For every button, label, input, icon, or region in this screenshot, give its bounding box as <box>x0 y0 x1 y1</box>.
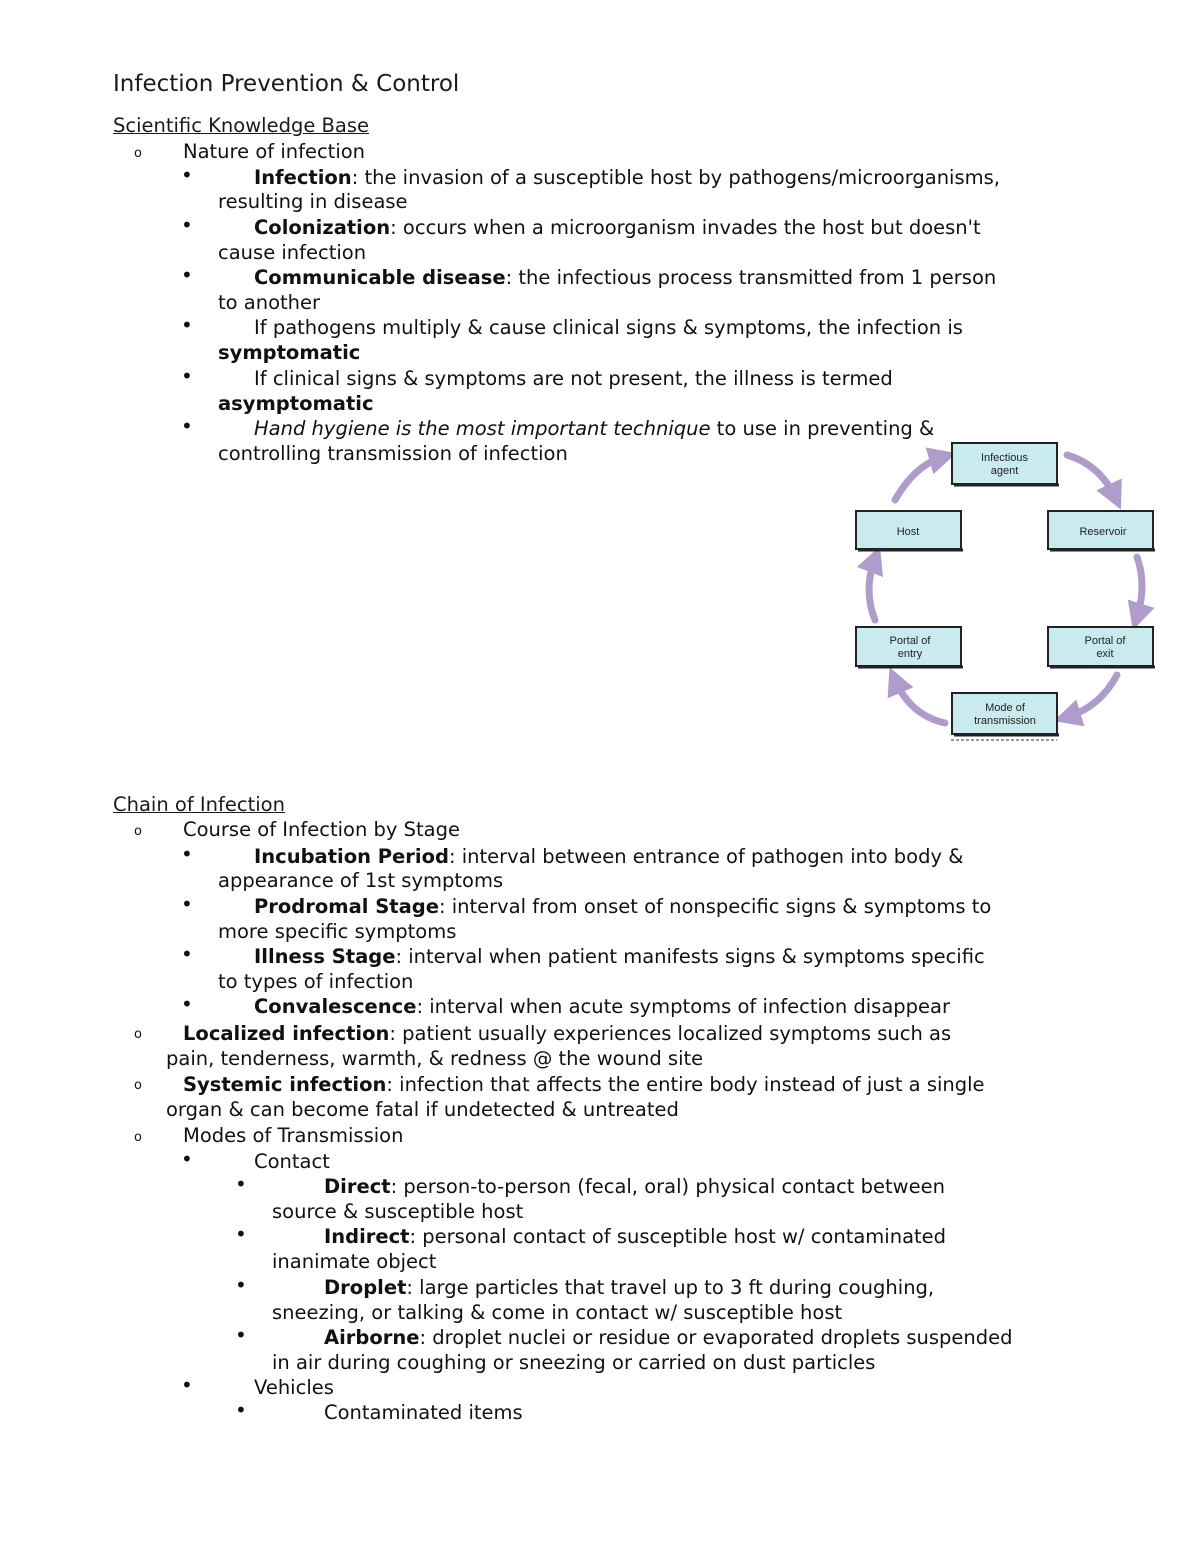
box-infectious-agent <box>952 443 1059 485</box>
svg-text:agent: agent <box>990 465 1019 477</box>
box-portal-of-entry <box>856 627 963 667</box>
list-item: Modes of Transmission <box>183 1124 404 1147</box>
bullet: • <box>181 213 193 237</box>
list-item: Localized infection: patient usually experiences localized symptoms such as <box>183 1022 952 1045</box>
svg-text:entry: entry <box>897 648 923 660</box>
list-item-cont: controlling transmission of infection <box>218 442 568 465</box>
arrow-exit-to-transmission <box>1067 675 1117 717</box>
list-item: Droplet: large particles that travel up to 3 ft during coughing, <box>324 1276 935 1299</box>
bullet: • <box>235 1172 247 1196</box>
section-heading-scientific: Scientific Knowledge Base <box>113 114 370 137</box>
circle-bullet: o <box>134 146 142 161</box>
svg-text:Infectious: Infectious <box>980 452 1029 464</box>
list-item: Systemic infection: infection that affects the entire body instead of just a single <box>183 1073 985 1096</box>
list-item-cont: symptomatic <box>218 341 361 364</box>
bullet: • <box>181 992 193 1016</box>
circle-bullet: o <box>134 1130 142 1145</box>
list-item-cont: asymptomatic <box>218 392 374 415</box>
list-item-cont: pain, tenderness, warmth, & redness @ the wound site <box>166 1047 704 1070</box>
list-item-cont: organ & can become fatal if undetected & untreated <box>166 1098 679 1121</box>
arrow-entry-to-host <box>869 559 875 620</box>
arrow-host-to-agent <box>895 457 943 500</box>
box-host <box>856 511 963 550</box>
list-item: Hand hygiene is the most important technique to use in preventing & <box>254 417 935 440</box>
list-item-cont: cause infection <box>218 241 367 264</box>
bullet: • <box>181 263 193 287</box>
box-portal-of-exit <box>1048 627 1155 667</box>
bullet: • <box>181 892 193 916</box>
list-item: Vehicles <box>254 1376 334 1399</box>
bullet: • <box>181 842 193 866</box>
list-item-cont: in air during coughing or sneezing or carried on dust particles <box>272 1351 876 1374</box>
page-title: Infection Prevention & Control <box>113 71 460 97</box>
bullet: • <box>181 364 193 388</box>
list-item: Convalescence: interval when acute symptoms of infection disappear <box>254 995 951 1018</box>
list-item: Contact <box>254 1150 330 1173</box>
svg-text:transmission: transmission <box>974 715 1036 727</box>
bullet: • <box>235 1273 247 1297</box>
bullet: • <box>235 1398 247 1422</box>
list-item-cont: resulting in disease <box>218 190 408 213</box>
list-item: Indirect: personal contact of susceptible host w/ contaminated <box>324 1225 947 1248</box>
list-item: Contaminated items <box>324 1401 523 1424</box>
list-item: Course of Infection by Stage <box>183 818 460 841</box>
list-item-cont: appearance of 1st symptoms <box>218 869 504 892</box>
list-item: If clinical signs & symptoms are not present, the illness is termed <box>254 367 893 390</box>
svg-text:Portal of: Portal of <box>1084 635 1126 647</box>
svg-text:Host: Host <box>896 526 920 538</box>
list-item-cont: sneezing, or talking & come in contact w/ susceptible host <box>272 1301 843 1324</box>
arrow-agent-to-reservoir <box>1067 455 1115 497</box>
svg-text:exit: exit <box>1096 648 1114 660</box>
circle-bullet: o <box>134 824 142 839</box>
section-heading-chain: Chain of Infection <box>113 793 285 816</box>
bullet: • <box>181 1147 193 1171</box>
chain-of-infection-diagram <box>845 435 1165 747</box>
bullet: • <box>235 1323 247 1347</box>
list-item: Communicable disease: the infectious process transmitted from 1 person <box>254 266 997 289</box>
list-item: Nature of infection <box>183 140 366 163</box>
list-item-cont: to types of infection <box>218 970 414 993</box>
list-item: Prodromal Stage: interval from onset of nonspecific signs & symptoms to <box>254 895 992 918</box>
bullet: • <box>181 942 193 966</box>
list-item-cont: inanimate object <box>272 1250 437 1273</box>
box-reservoir <box>1048 511 1155 550</box>
circle-bullet: o <box>134 1027 142 1042</box>
svg-text:Reservoir: Reservoir <box>1079 526 1127 538</box>
bullet: • <box>181 313 193 337</box>
list-item: Direct: person-to-person (fecal, oral) physical contact between <box>324 1175 945 1198</box>
list-item: If pathogens multiply & cause clinical signs & symptoms, the infection is <box>254 316 963 339</box>
svg-text:Portal of: Portal of <box>889 635 931 647</box>
list-item: Airborne: droplet nuclei or residue or evaporated droplets suspended <box>324 1326 1013 1349</box>
bullet: • <box>181 163 193 187</box>
list-item: Illness Stage: interval when patient manifests signs & symptoms specific <box>254 945 985 968</box>
circle-bullet: o <box>134 1078 142 1093</box>
list-item-cont: source & susceptible host <box>272 1200 524 1223</box>
bullet: • <box>181 414 193 438</box>
bullet: • <box>235 1222 247 1246</box>
list-item: Colonization: occurs when a microorganism invades the host but doesn't <box>254 216 981 239</box>
list-item: Incubation Period: interval between entrance of pathogen into body & <box>254 845 964 868</box>
arrow-transmission-to-entry <box>895 680 945 723</box>
bullet: • <box>181 1373 193 1397</box>
list-item-cont: to another <box>218 291 321 314</box>
list-item-cont: more specific symptoms <box>218 920 457 943</box>
list-item: Infection: the invasion of a susceptible host by pathogens/microorganisms, <box>254 166 1000 189</box>
svg-text:Mode of: Mode of <box>985 702 1025 714</box>
arrow-reservoir-to-exit <box>1137 557 1142 617</box>
box-mode-of-transmission <box>952 693 1059 735</box>
